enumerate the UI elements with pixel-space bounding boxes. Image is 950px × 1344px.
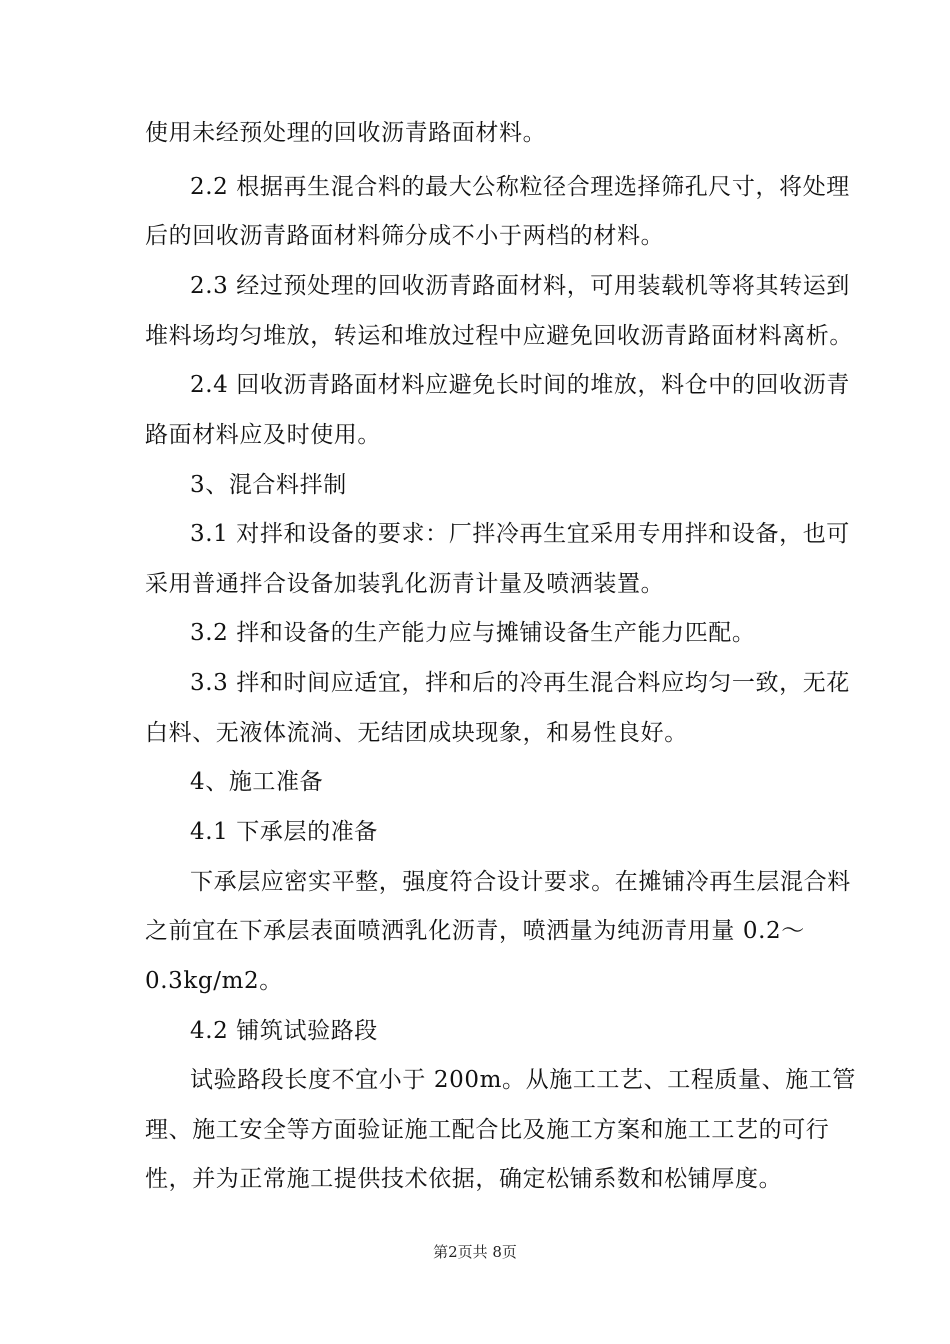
text-line: 2.3 经过预处理的回收沥青路面材料，可用装载机等将其转运到 — [190, 273, 850, 299]
text-line: 2.2 根据再生混合料的最大公称粒径合理选择筛孔尺寸，将处理 — [190, 174, 850, 200]
text-line: 理、施工安全等方面验证施工配合比及施工方案和施工工艺的可行 — [145, 1117, 830, 1143]
page-number-footer: 第2页共 8页 — [433, 1243, 517, 1261]
text-line: 使用未经预处理的回收沥青路面材料。 — [145, 120, 547, 146]
subsection-heading: 4.2 铺筑试验路段 — [190, 1018, 378, 1044]
section-heading: 4、施工准备 — [190, 769, 324, 795]
text-line: 路面材料应及时使用。 — [145, 422, 381, 448]
text-line: 3.1 对拌和设备的要求：厂拌冷再生宜采用专用拌和设备，也可 — [190, 521, 850, 547]
text-line: 试验路段长度不宜小于 200m。从施工工艺、工程质量、施工管 — [190, 1067, 857, 1093]
text-line: 堆料场均匀堆放，转运和堆放过程中应避免回收沥青路面材料离析。 — [145, 323, 853, 349]
subsection-heading: 4.1 下承层的准备 — [190, 819, 378, 845]
text-line: 白料、无液体流淌、无结团成块现象，和易性良好。 — [145, 720, 688, 746]
text-line: 3.2 拌和设备的生产能力应与摊铺设备生产能力匹配。 — [190, 620, 756, 646]
text-line: 2.4 回收沥青路面材料应避免长时间的堆放，料仓中的回收沥青 — [190, 372, 850, 398]
text-line: 3.3 拌和时间应适宜，拌和后的冷再生混合料应均匀一致，无花 — [190, 670, 850, 696]
text-line: 后的回收沥青路面材料筛分成不小于两档的材料。 — [145, 223, 665, 249]
text-line: 0.3kg/m2。 — [145, 968, 283, 994]
text-line: 性，并为正常施工提供技术依据，确定松铺系数和松铺厚度。 — [145, 1166, 783, 1192]
text-line: 之前宜在下承层表面喷洒乳化沥青，喷洒量为纯沥青用量 0.2～ — [145, 918, 805, 944]
text-line: 下承层应密实平整，强度符合设计要求。在摊铺冷再生层混合料 — [190, 869, 851, 895]
text-line: 采用普通拌合设备加装乳化沥青计量及喷洒装置。 — [145, 571, 665, 597]
section-heading: 3、混合料拌制 — [190, 472, 347, 498]
